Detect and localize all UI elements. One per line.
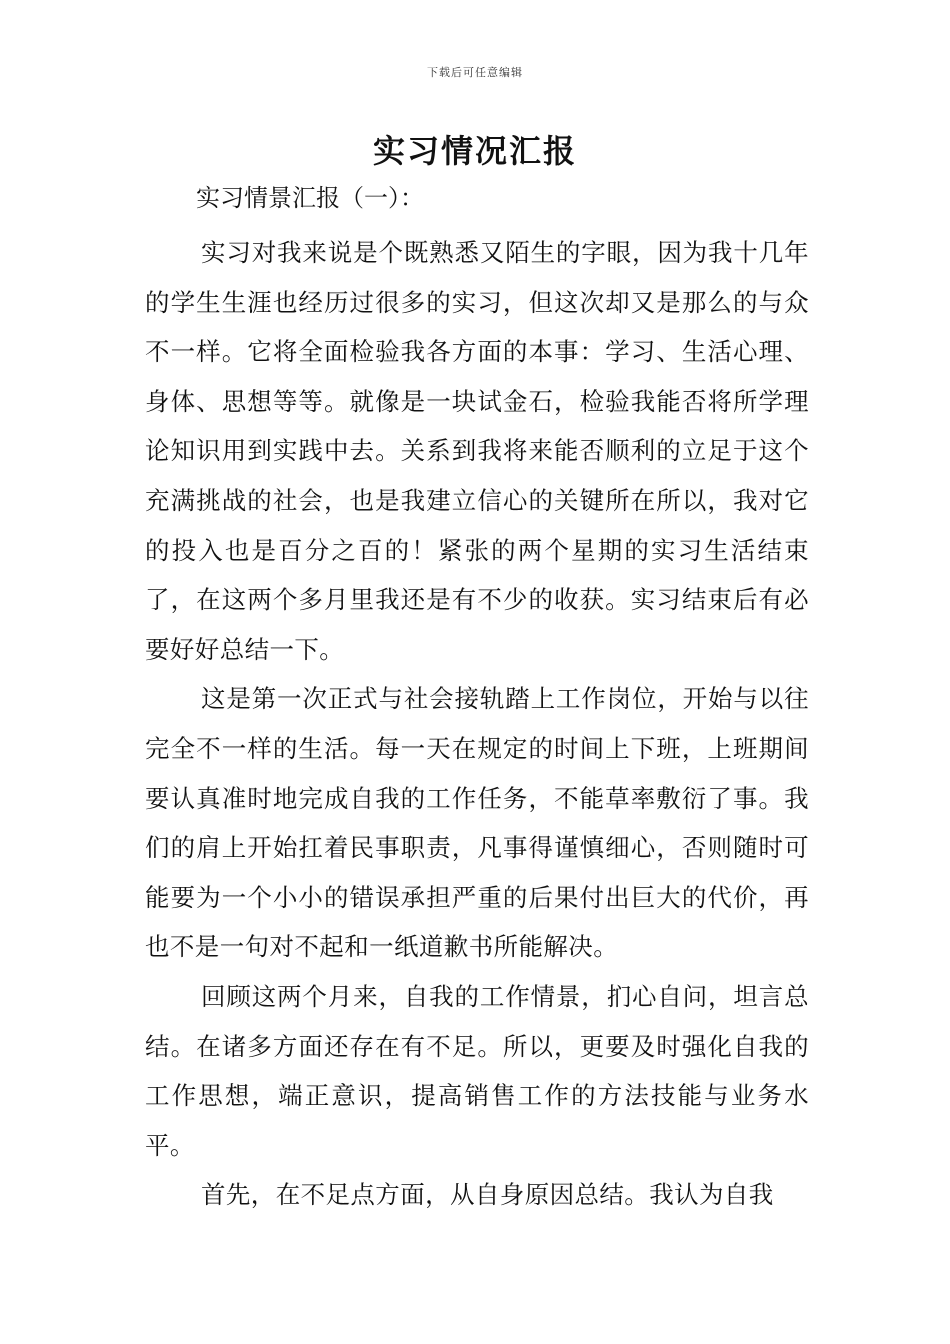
paragraph-3: 回顾这两个月来，自我的工作情景，扪心自问，坦言总结。在诸多方面还存在有不足。所以，更要及时强化自我的工作思想，端正意识，提高销售工作的方法技能与业务水平。 <box>145 981 809 1160</box>
document-body <box>145 228 809 1220</box>
page-header-note: 下载后可任意编辑 <box>427 66 523 79</box>
paragraph-2: 这是第一次正式与社会接轨踏上工作岗位，开始与以往完全不一样的生活。每一天在规定的时间上下班，上班期间要认真准时地完成自我的工作任务，不能草率敷衍了事。我们的肩上开始扛着民事职责，凡事得谨慎细心，否则随时可能要为一个小小的错误承担严重的后果付出巨大的代价，再也不是一句对不起和一纸道歉书所能解决。 <box>145 684 809 962</box>
document-title: 实习情况汇报 <box>372 132 577 170</box>
paragraph-4: 首先，在不足点方面，从自身原因总结。我认为自我 <box>201 1180 774 1210</box>
paragraph-1: 实习对我来说是个既熟悉又陌生的字眼，因为我十几年的学生生涯也经历过很多的实习，但这次却又是那么的与众不一样。它将全面检验我各方面的本事：学习、生活心理、身体、思想等等。就像是一块试金石，检验我能否将所学理论知识用到实践中去。关系到我将来能否顺利的立足于这个充满挑战的社会，也是我建立信心的关键所在所以，我对它的投入也是百分之百的！紧张的两个星期的实习生活结束了，在这两个多月里我还是有不少的收获。实习结束后有必要好好总结一下。 <box>145 238 809 664</box>
document-subtitle: 实习情景汇报（一）： <box>196 184 424 212</box>
